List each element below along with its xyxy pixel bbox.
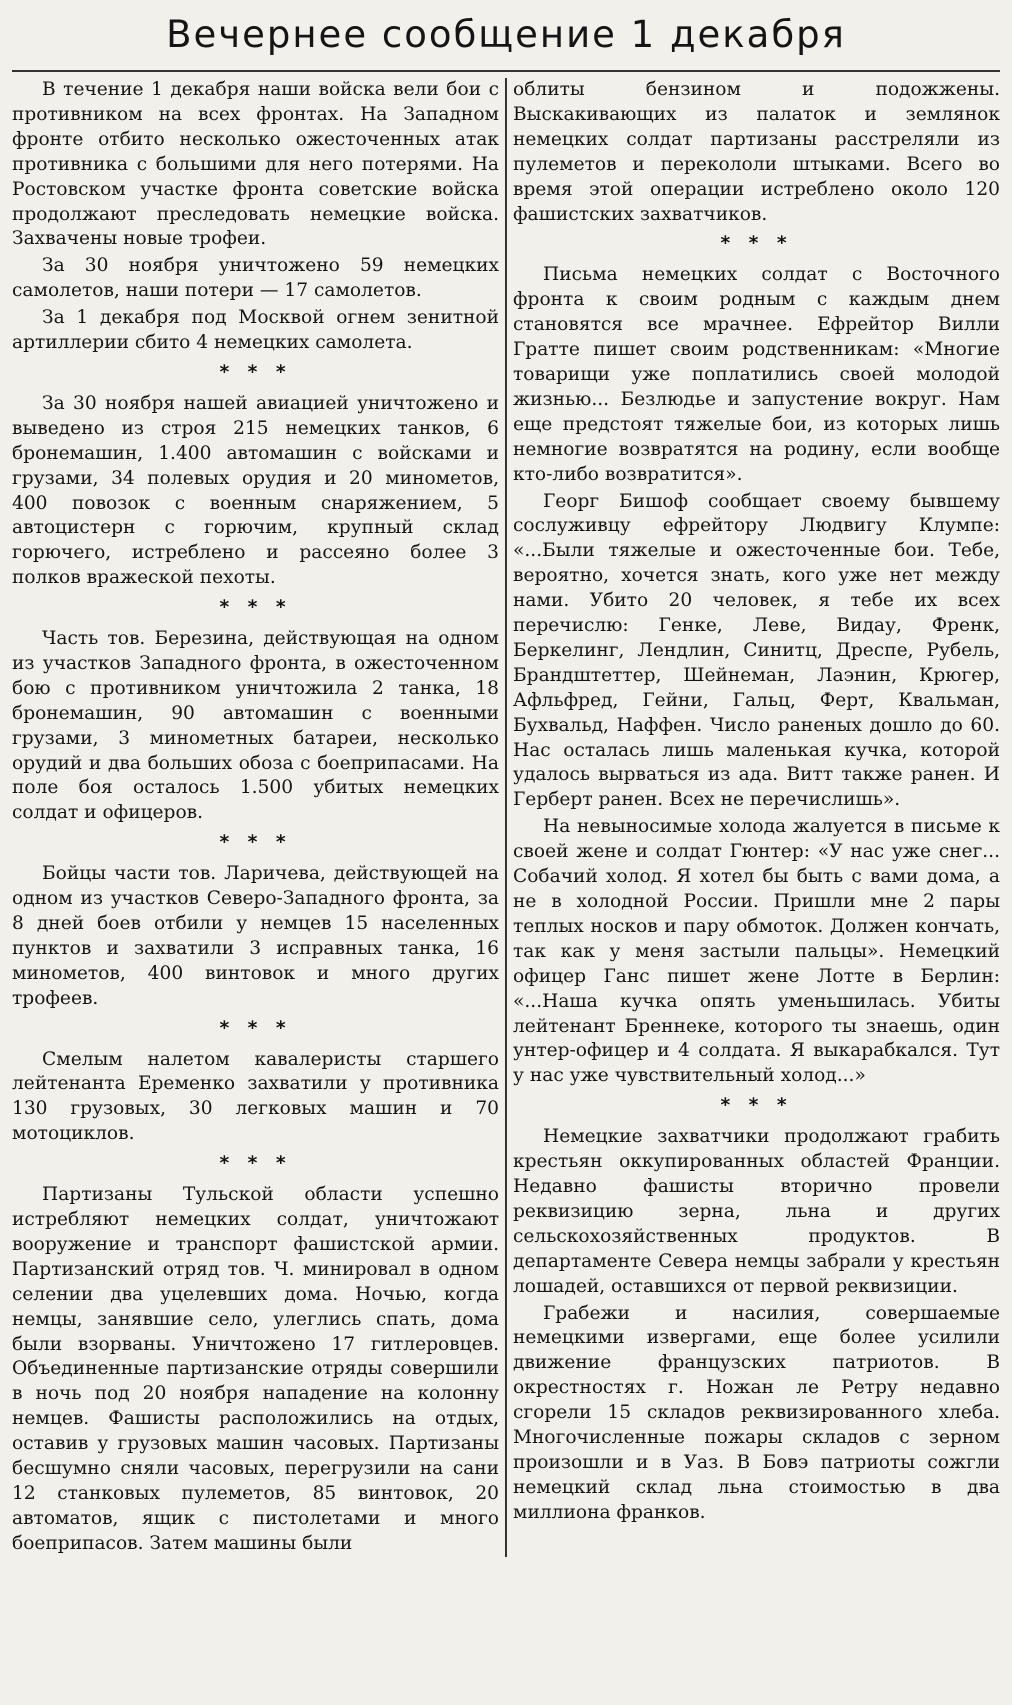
article-paragraph: Партизаны Тульской области успешно истребляют немецких солдат, уничтожают вооружение и транспорт фашистской армии. Партизанский отряд тов. Ч. минировал в одном селении два уцелевших дома. Ночью, когда немцы, занявшие село, улеглись спать, дома были взорваны. Уничтожено 17 гитлеровцев. Объединенные партизанские отряды совершили в ночь под 20 ноября нападение на колонну немцев. Фашисты расположились на отдых, оставив у грузовых машин часовых. Партизаны бесшумно сняли часовых, перегрузили на сани 12 станковых пулеметов, 85 винтовок, 20 автоматов, ящик с пистолетами и много боеприпасов. Затем машины были [12,1184,499,1554]
article-paragraph: Часть тов. Березина, действующая на одном из участков Западного фронта, в ожесточенном бою с противником уничтожила 2 танка, 18 бронемашин, 90 автомашин с военными грузами, 3 минометных батареи, несколько орудий и два больших обоза с боеприпасами. На поле боя осталось 1.500 убитых немецких солдат и офицеров. [12,628,499,824]
article-paragraph: Немецкие захватчики продолжают грабить крестьян оккупированных областей Франции. Недавно фашисты вторично провели реквизицию зерна, льна и других сельскохозяйственных продуктов. В департаменте Севера немцы забрали у крестьян лошадей, оставшихся от первой реквизиции. [513,1126,1000,1297]
section-separator: * * * [219,597,292,619]
column-rule [505,78,507,1557]
article-paragraph: За 1 декабря под Москвой огнем зенитной артиллерии сбито 4 немецких самолета. [12,307,499,354]
article-paragraph: Георг Бишоф сообщает своему бывшему сослуживцу ефрейтору Людвигу Клумпе: «...Были тяжелые и ожесточенные бои. Тебе, вероятно, хочется знать, кого уже нет между нами. Убито 20 человек, я тебе их всех перечислю: Генке, Леве, Видау, Френк, Беркелинг, Лендлин, Синитц, Дреспе, Рубель, Брандштеттер, Шейнеман, Лаэнин, Крюгер, Афльфред, Гейни, Гальц, Ферт, Квальман, Бухвальд, Наффен. Число раненых дошло до 60. Нас осталась лишь маленькая кучка, которой удалось вырваться из ада. Витт также ранен. И Герберт ранен. Всех не перечислишь». [513,490,1000,811]
article-paragraph: В течение 1 декабря наши войска вели бои с противником на всех фронтах. На Западном фронте отбито несколько ожесточенных атак противника с большими для него потерями. На Ростовском участке фронта советские войска продолжают преследовать немецкие войска. Захвачены новые трофеи. [12,79,499,250]
section-separator: * * * [219,1153,292,1175]
columns [12,78,1000,1557]
article-paragraph: Бойцы части тов. Ларичева, действующей на одном из участков Северо-Западного фронта, за 8 дней боев отбили у немцев 15 населенных пунктов и захватили 3 исправных танка, 16 минометов, 400 винтовок и много других трофеев. [12,863,499,1009]
article-paragraph: За 30 ноября нашей авиацией уничтожено и выведено из строя 215 немецких танков, 6 бронемашин, 1.400 автомашин с войсками и грузами, 34 полевых орудия и 20 минометов, 400 повозок с военным снаряжением, 5 автоцистерн с горючим, крупный склад горючего, истреблено и рассеяно более 3 полков вражеской пехоты. [12,392,499,589]
section-separator: * * * [720,1095,793,1117]
section-separator: * * * [219,1017,292,1039]
section-separator: * * * [219,361,292,383]
article-paragraph: Письма немецких солдат с Восточного фронта к своим родным с каждым днем становятся все мрачнее. Ефрейтор Вилли Гратте пишет своим родственникам: «Многие товарищи уже поплатились своей молодой жизнью... Безлюдье и запустение вокруг. Нам еще предстоят тяжелые бои, из которых лишь немногие возвратятся на родину, если вообще кто-либо возвратится». [513,264,1000,485]
section-separator: * * * [219,832,292,854]
article-paragraph: На невыносимые холода жалуется в письме к своей жене и солдат Гюнтер: «У нас уже снег... Собачий холод. Я хотел бы быть с вами дома, а не в холодной России. Пришли мне 2 пары теплых носков и пару обмоток. Должен кончать, так как у меня застыли пальцы». Немецкий офицер Ганс пишет жене Лотте в Берлин: «...Наша кучка опять уменьшилась. Убиты лейтенант Бреннеке, которого ты знаешь, один унтер-офицер и 4 солдата. Я выкарабкался. Тут у нас уже чувствительный холод...» [513,816,1000,1087]
left-column [12,78,499,1557]
article-paragraph: Грабежи и насилия, совершаемые немецкими извергами, еще более усилили движение французских патриотов. В окрестностях г. Ножан ле Ретру недавно сгорели 15 складов реквизированного хлеба. Многочисленные пожары складов с зерном произошли и в Уаз. В Бовэ патриоты сожгли немецкий склад льна стоимостью в два миллиона франков. [513,1302,1000,1523]
article-paragraph: облиты бензином и подожжены. Выскакивающих из палаток и землянок немецких солдат партизаны расстреляли из пулеметов и перекололи штыками. Всего во время этой операции истреблено около 120 фашистских захватчиков. [513,79,1000,225]
headline: Вечернее сообщение 1 декабря [12,0,1000,72]
right-column [513,78,1000,1557]
article-paragraph: За 30 ноября уничтожено 59 немецких самолетов, наши потери — 17 самолетов. [12,255,499,302]
article-paragraph: Смелым налетом кавалеристы старшего лейтенанта Еременко захватили у противника 130 грузовых, 30 легковых машин и 70 мотоциклов. [12,1048,499,1145]
section-separator: * * * [720,233,793,255]
